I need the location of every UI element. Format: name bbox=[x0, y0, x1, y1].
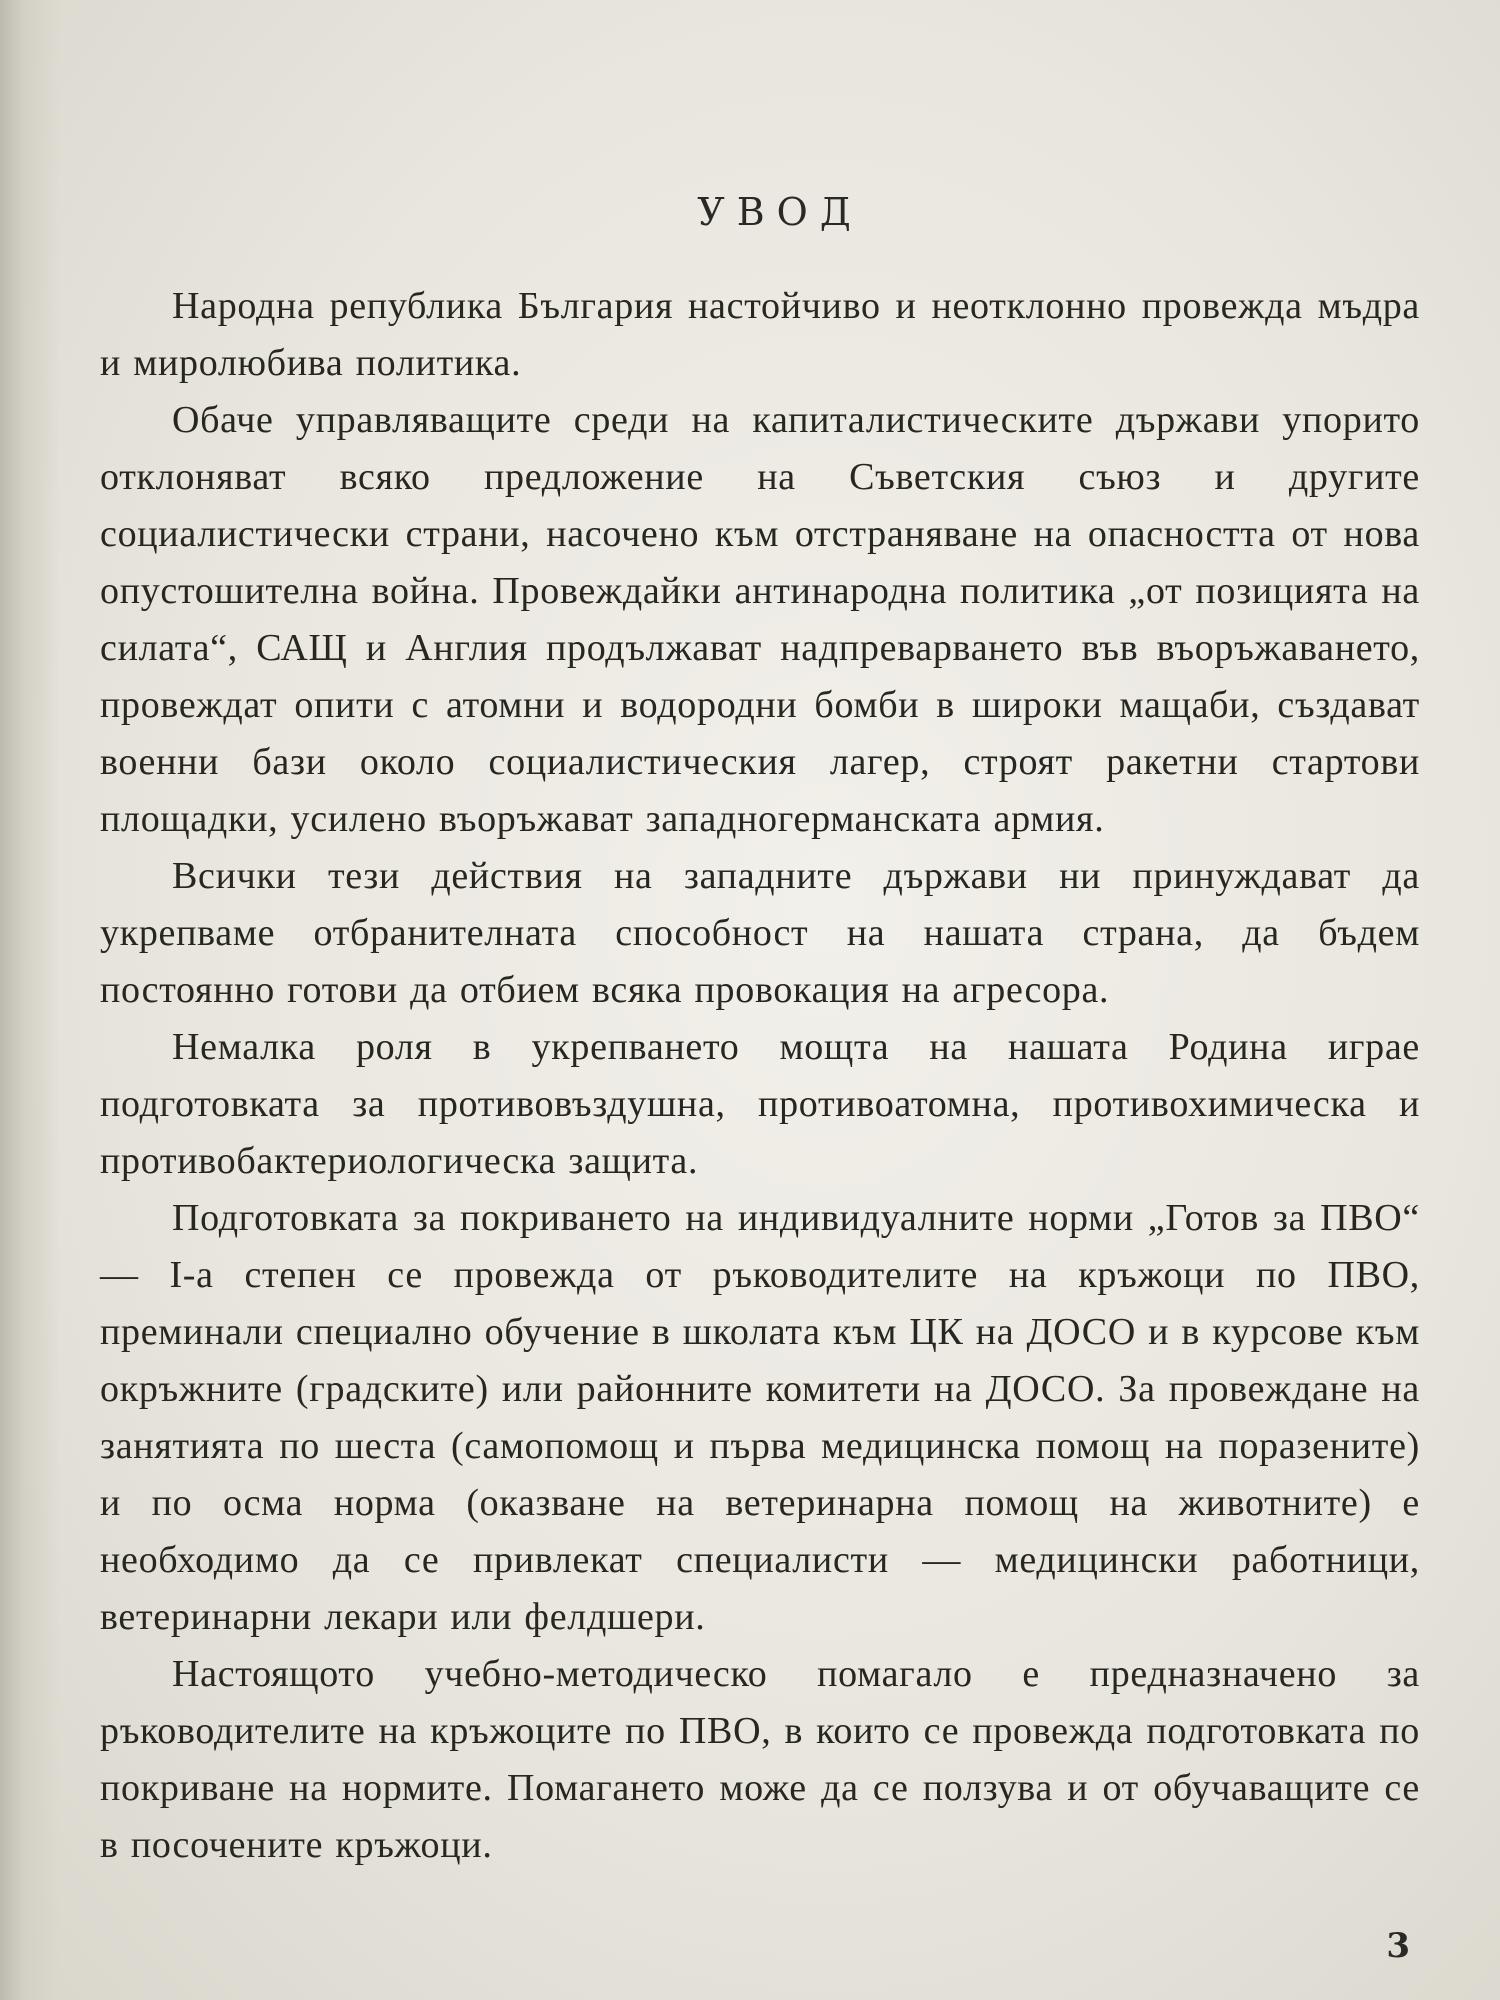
paragraph-6: Настоящото учебно-методическо помагало е предназначено за ръководителите на кръжоците по ПВО, в които се провежда подготовката по покриване на нормите. Помагането може да се ползува и от обучаващите се в посочените кръжоци. bbox=[100, 1653, 1420, 1866]
paragraph-5: Подготовката за покриването на индивидуалните норми „Готов за ПВО“ — I-а степен се провежда от ръководителите на кръжоци по ПВО, преминали специално обучение в школата към ЦК на ДОСО и в курсове към окръжните (градските) или районните комитети на ДОСО. За провеждане на занятията по шеста (самопомощ и първа медицинска помощ на поразените) и по осма норма (оказване на ветеринарна помощ на животните) е необходимо да се привлекат специалисти — медицински работници, ветеринарни лекари или фелдшери. bbox=[100, 1197, 1420, 1638]
page-number: 3 bbox=[1386, 1926, 1410, 1966]
binding-shadow bbox=[0, 0, 60, 2000]
paragraph-2: Обаче управляващите среди на капиталистическите държави упорито отклоняват всяко предложение на Съветския съюз и другите социалистически страни, насочено към отстраняване на опасността от нова опустошителна война. Провеждайки антинародна политика „от позицията на силата“, САЩ и Англия продължават надпреварването във въоръжаването, провеждат опити с атомни и водородни бомби в широки мащаби, създават военни бази около социалистическия лагер, строят ракетни стартови площадки, усилено въоръжават западногерманската армия. bbox=[100, 399, 1420, 840]
page bbox=[90, 190, 1430, 1970]
paragraph-3: Всички тези действия на западните държави ни принуждават да укрепваме отбранителната способност на нашата страна, да бъдем постоянно готови да отбием всяка провокация на агресора. bbox=[100, 855, 1420, 1011]
paragraph-4: Немалка роля в укрепването мощта на нашата Родина играе подготовката за противовъздушна, противоатомна, противохимическа и противобактериологическа защита. bbox=[100, 1026, 1420, 1182]
chapter-heading: УВОД bbox=[697, 190, 863, 234]
body-text bbox=[100, 278, 1420, 1874]
paragraph-1: Народна република България настойчиво и неотклонно провежда мъдра и миролюбива политика. bbox=[100, 285, 1420, 384]
